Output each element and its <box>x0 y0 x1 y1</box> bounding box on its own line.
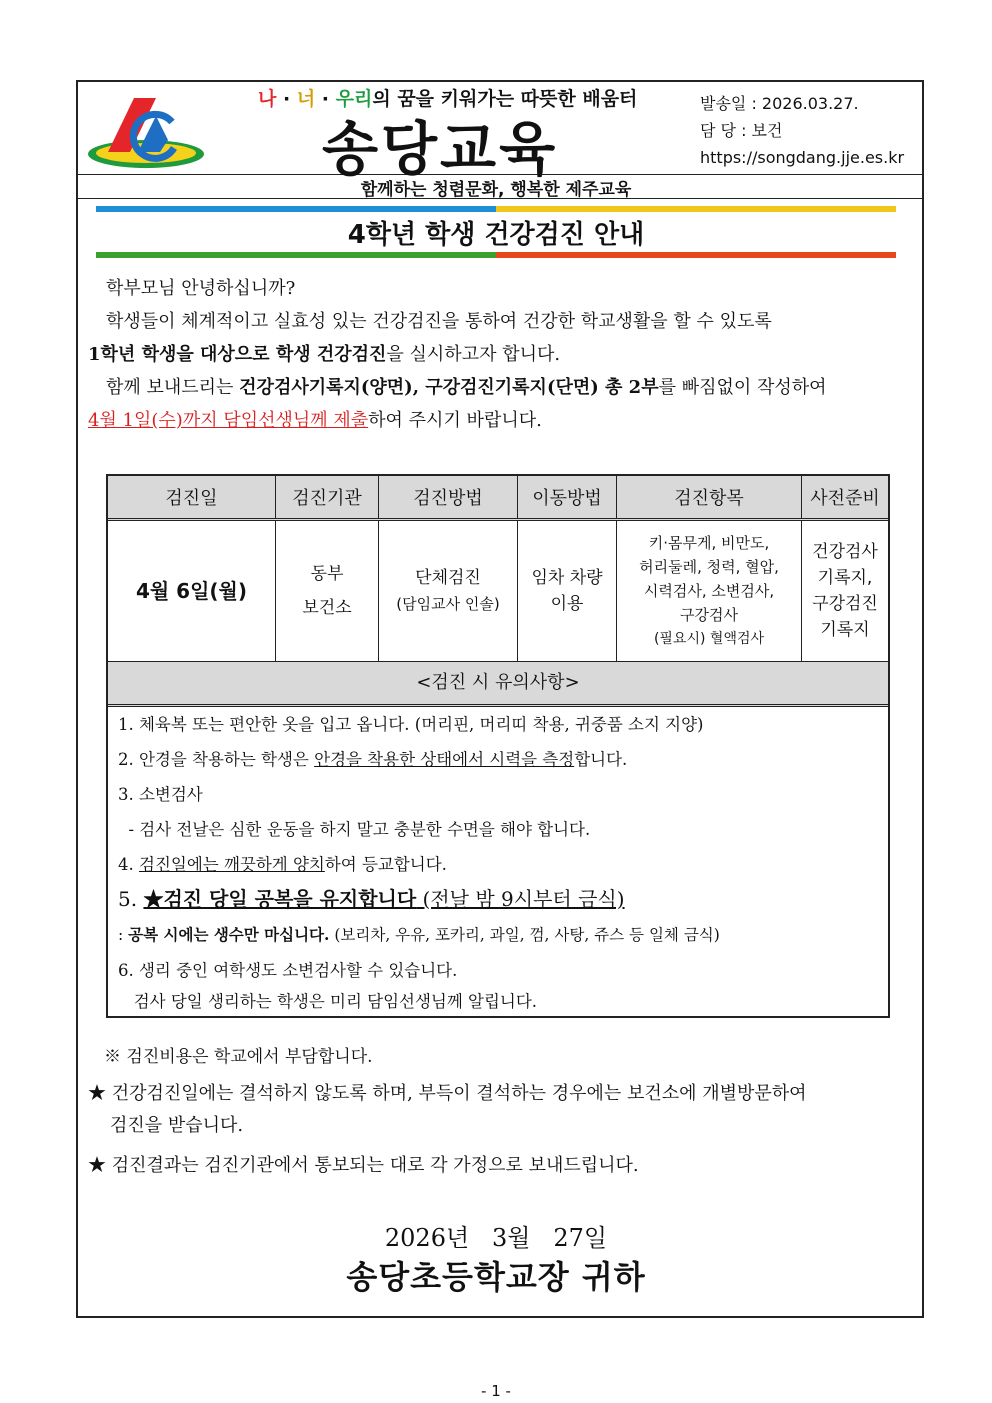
cautions-heading: <검진 시 유의사항> <box>108 661 888 707</box>
frame-bottom-border <box>76 1316 924 1318</box>
table-header-row <box>108 476 888 520</box>
table-header: 검진일 <box>108 476 276 520</box>
greeting: 학부모님 안녕하십니까? <box>106 278 296 299</box>
notice-item: ★ 건강검진일에는 결석하지 않도록 하며, 부득이 결석하는 경우에는 보건소에 개별방문하여 검진을 받습니다. <box>88 1083 807 1136</box>
caution-item: 1. 체육복 또는 편안한 옷을 입고 옵니다. (머리핀, 머리띠 착용, 귀중품 소지 지양) <box>118 715 704 734</box>
table-header: 검진항목 <box>617 476 802 520</box>
slogan: 함께하는 청렴문화, 행복한 제주교육 <box>360 180 632 200</box>
table-row <box>108 520 888 662</box>
notices <box>88 1078 914 1190</box>
cautions-list <box>108 707 888 1016</box>
signature-recipient: 송당초등학교장 귀하 <box>346 1258 646 1296</box>
school-logo-icon <box>86 92 206 170</box>
contact: 담 당 : 보건 <box>700 121 783 140</box>
caution-item: 6. 생리 중인 여학생도 소변검사할 수 있습니다. <box>118 961 458 980</box>
intro-text <box>88 272 914 437</box>
intro-line: 함께 보내드리는 건강검사기록지(양면), 구강검진기록지(단면) 총 2부를 빠짐없이 작성하여 <box>106 377 827 398</box>
checkup-method: 단체검진 (담임교사 인솔) <box>379 520 518 662</box>
table-header: 검진방법 <box>379 476 518 520</box>
preparation: 건강검사 기록지, 구강검진 기록지 <box>812 542 878 640</box>
brand-title: 송당교육 <box>322 115 559 183</box>
intro-line: 학생들이 체계적이고 실효성 있는 건강검진을 통하여 건강한 학교생활을 할 수 있도록 <box>106 311 772 332</box>
table-header: 이동방법 <box>518 476 617 520</box>
caution-subitem: - 검사 전날은 심한 운동을 하지 말고 충분한 수면을 해야 합니다. <box>118 820 591 839</box>
signature-date: 2026년 3월 27일 <box>384 1224 608 1252</box>
website-link[interactable]: https://songdang.jje.es.kr <box>700 148 905 167</box>
page-number: - 1 - <box>481 1382 511 1400</box>
caution-subitem: 검사 당일 생리하는 학생은 미리 담임선생님께 알립니다. <box>118 992 538 1011</box>
checkup-date: 4월 6일(월) <box>108 520 276 662</box>
intro-line: 1학년 학생을 대상으로 학생 건강검진을 실시하고자 합니다. <box>88 344 561 365</box>
page-title: 4학년 학생 건강검진 안내 <box>347 220 645 250</box>
title-top-bar <box>96 206 896 212</box>
sent-date: 발송일 : 2026.03.27. <box>700 94 859 113</box>
caution-item: 4. 검진일에는 깨끗하게 양치하여 등교합니다. <box>118 855 447 874</box>
checkup-table <box>106 474 890 1018</box>
intro-line: 4월 1일(수)까지 담임선생님께 제출하여 주시기 바랍니다. <box>88 410 542 431</box>
header-meta <box>700 90 904 171</box>
table-header: 검진기관 <box>276 476 379 520</box>
caution-item: 5. ★검진 당일 공복을 유지합니다 (전날 밤 9시부터 금식) <box>118 887 625 911</box>
transport-method: 임차 차량 이용 <box>518 520 617 662</box>
notice-item: ★ 검진결과는 검진기관에서 통보되는 대로 각 가정으로 보내드립니다. <box>88 1155 639 1176</box>
caution-item: 3. 소변검사 <box>118 785 203 804</box>
school-motto: 나 · 너 · 우리의 꿈을 키워가는 따뜻한 배움터 <box>258 88 638 110</box>
title-bottom-bar <box>96 252 896 258</box>
checkup-items: 키·몸무게, 비만도, 허리둘레, 청력, 혈압, 시력검사, 소변검사, 구강검사 (필요시) 혈액검사 <box>617 520 802 662</box>
cost-note: ※ 검진비용은 학교에서 부담합니다. <box>104 1047 373 1067</box>
caution-subitem: : 공복 시에는 생수만 마십니다. (보리차, 우유, 포카리, 과일, 껌, 사탕, 쥬스 등 일체 금식) <box>118 925 720 944</box>
caution-item: 2. 안경을 착용하는 학생은 안경을 착용한 상태에서 시력을 측정합니다. <box>118 750 628 769</box>
checkup-agency: 동부 보건소 <box>276 520 379 662</box>
table-header: 사전준비 <box>802 476 889 520</box>
